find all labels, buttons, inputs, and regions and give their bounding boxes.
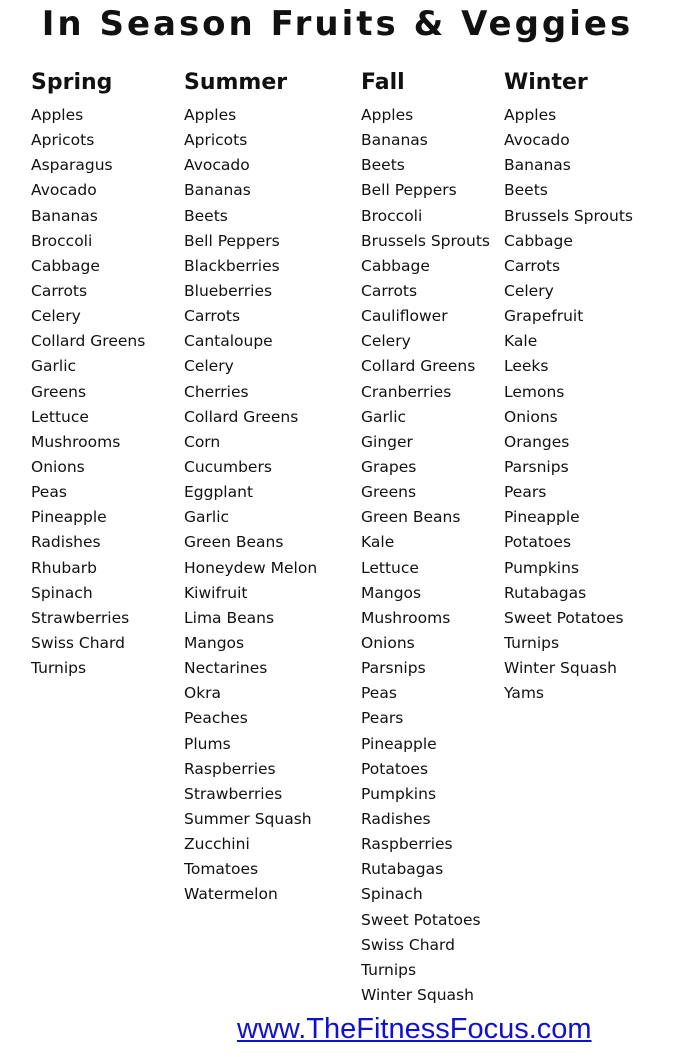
list-item: Nectarines [184, 659, 268, 678]
list-item: Radishes [31, 533, 101, 552]
season-list-summer [184, 103, 317, 908]
list-item: Kale [361, 533, 395, 552]
list-item: Swiss Chard [31, 633, 125, 652]
list-item: Bananas [361, 131, 428, 150]
list-item: Pears [361, 709, 404, 728]
list-item: Collard Greens [31, 332, 146, 351]
list-item: Bell Peppers [361, 181, 457, 200]
list-item: Blackberries [184, 256, 280, 275]
list-item: Apples [184, 106, 237, 124]
season-list-spring [31, 103, 145, 681]
list-item: Rutabagas [504, 583, 587, 602]
list-item: Mushrooms [361, 608, 451, 627]
column-header-fall: Fall [361, 70, 405, 95]
list-item: Celery [184, 357, 234, 376]
list-item: Avocado [184, 156, 250, 175]
list-item: Onions [504, 407, 558, 426]
list-item: Turnips [504, 633, 560, 652]
list-item: Celery [361, 332, 411, 351]
list-item: Peas [31, 483, 67, 502]
list-item: Blueberries [184, 281, 273, 300]
list-item: Spinach [361, 885, 423, 904]
column-header-spring: Spring [31, 70, 113, 95]
list-item: Sweet Potatoes [504, 608, 624, 627]
list-item: Cantaloupe [184, 332, 273, 351]
list-item: Cucumbers [184, 457, 272, 476]
list-item: Winter Squash [504, 659, 617, 678]
list-item: Cabbage [361, 256, 430, 275]
list-item: Strawberries [31, 608, 130, 627]
list-item: Mangos [361, 583, 422, 602]
list-item: Peaches [184, 709, 248, 728]
list-item: Cauliflower [361, 307, 448, 326]
list-item: Collard Greens [184, 407, 299, 426]
list-item: Honeydew Melon [184, 558, 318, 577]
list-item: Rutabagas [361, 860, 444, 879]
season-column-winter [504, 66, 633, 706]
list-item: Raspberries [361, 835, 453, 854]
list-item: Radishes [361, 809, 431, 828]
list-item: Bell Peppers [184, 231, 280, 250]
list-item: Apples [361, 106, 414, 124]
list-item: Summer Squash [184, 809, 312, 828]
list-item: Parsnips [361, 659, 426, 678]
list-item: Pumpkins [504, 558, 580, 577]
list-item: Bananas [31, 206, 98, 225]
list-item: Lettuce [31, 407, 89, 426]
list-item: Apples [31, 106, 84, 124]
season-column-fall [361, 66, 490, 1008]
list-item: Green Beans [184, 533, 284, 552]
list-item: Bananas [184, 181, 251, 200]
season-list-fall [361, 103, 490, 1008]
website-link[interactable]: www.TheFitnessFocus.com [237, 1013, 592, 1045]
list-item: Swiss Chard [361, 935, 455, 954]
list-item: Bananas [504, 156, 571, 175]
list-item: Greens [361, 483, 417, 502]
list-item: Avocado [504, 131, 570, 150]
list-item: Carrots [504, 256, 561, 275]
list-item: Eggplant [184, 483, 254, 502]
list-item: Raspberries [184, 759, 276, 778]
list-item: Sweet Potatoes [361, 910, 481, 929]
list-item: Garlic [184, 508, 230, 527]
list-item: Carrots [361, 281, 418, 300]
list-item: Brussels Sprouts [504, 206, 633, 225]
list-item: Yams [504, 684, 545, 703]
list-item: Kiwifruit [184, 583, 248, 602]
season-column-spring [31, 66, 145, 681]
list-item: Onions [361, 633, 415, 652]
list-item: Pineapple [504, 508, 580, 527]
list-item: Strawberries [184, 784, 283, 803]
list-item: Oranges [504, 432, 570, 451]
list-item: Leeks [504, 357, 549, 376]
list-item: Cherries [184, 382, 249, 401]
list-item: Corn [184, 432, 221, 451]
list-item: Pineapple [361, 734, 437, 753]
list-item: Broccoli [31, 231, 93, 250]
list-item: Celery [504, 281, 554, 300]
column-header-summer: Summer [184, 70, 288, 95]
list-item: Spinach [31, 583, 93, 602]
list-item: Pumpkins [361, 784, 437, 803]
list-item: Apples [504, 106, 557, 124]
column-header-winter: Winter [504, 70, 588, 95]
list-item: Mangos [184, 633, 245, 652]
list-item: Collard Greens [361, 357, 476, 376]
list-item: Turnips [31, 659, 87, 678]
list-item: Watermelon [184, 885, 278, 904]
list-item: Lima Beans [184, 608, 275, 627]
list-item: Beets [361, 156, 405, 175]
list-item: Pears [504, 483, 547, 502]
list-item: Avocado [31, 181, 97, 200]
list-item: Pineapple [31, 508, 107, 527]
list-item: Cabbage [504, 231, 573, 250]
list-item: Potatoes [504, 533, 572, 552]
list-item: Garlic [31, 357, 77, 376]
list-item: Onions [31, 457, 85, 476]
list-item: Lemons [504, 382, 565, 401]
list-item: Okra [184, 684, 222, 703]
season-column-summer [184, 66, 317, 908]
list-item: Turnips [361, 960, 417, 979]
list-item: Carrots [31, 281, 88, 300]
list-item: Grapefruit [504, 307, 584, 326]
list-item: Beets [184, 206, 228, 225]
list-item: Rhubarb [31, 558, 97, 577]
list-item: Potatoes [361, 759, 429, 778]
list-item: Tomatoes [184, 860, 259, 879]
list-item: Kale [504, 332, 538, 351]
list-item: Apricots [184, 131, 248, 150]
list-item: Grapes [361, 457, 417, 476]
list-item: Garlic [361, 407, 407, 426]
page-title: In Season Fruits & Veggies [41, 4, 634, 44]
list-item: Mushrooms [31, 432, 121, 451]
list-item: Peas [361, 684, 397, 703]
list-item: Plums [184, 734, 231, 753]
list-item: Lettuce [361, 558, 419, 577]
list-item: Celery [31, 307, 81, 326]
list-item: Parsnips [504, 457, 569, 476]
list-item: Brussels Sprouts [361, 231, 490, 250]
list-item: Cranberries [361, 382, 452, 401]
list-item: Winter Squash [361, 985, 474, 1004]
list-item: Broccoli [361, 206, 423, 225]
list-item: Asparagus [31, 156, 113, 175]
list-item: Greens [31, 382, 87, 401]
list-item: Carrots [184, 307, 241, 326]
list-item: Apricots [31, 131, 95, 150]
list-item: Cabbage [31, 256, 100, 275]
season-list-winter [504, 103, 633, 706]
list-item: Beets [504, 181, 548, 200]
list-item: Green Beans [361, 508, 461, 527]
list-item: Ginger [361, 432, 413, 451]
list-item: Zucchini [184, 835, 250, 854]
